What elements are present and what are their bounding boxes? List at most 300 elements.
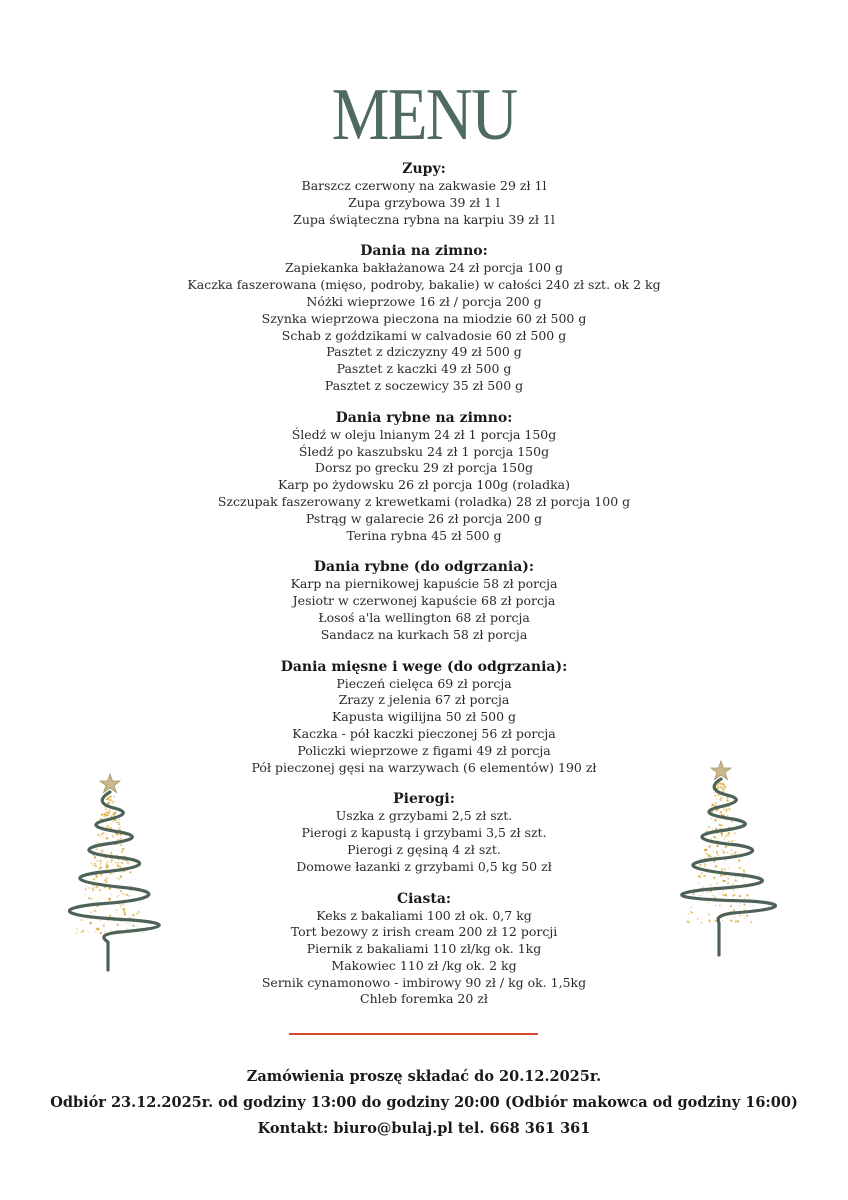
- sparkle-dot: [711, 804, 713, 806]
- sparkle-dot: [116, 909, 118, 911]
- sparkle-dot: [132, 914, 134, 916]
- sparkle-dot: [710, 884, 712, 886]
- sparkle-dot: [120, 907, 121, 908]
- menu-item: Zapiekanka bakłażanowa 24 zł porcja 100 g: [284, 260, 563, 276]
- sparkle-dot: [105, 866, 107, 868]
- sparkle-dot: [94, 863, 96, 865]
- sparkle-dot: [121, 850, 123, 852]
- sparkle-dot: [86, 919, 87, 920]
- section-title: Ciasta:: [396, 890, 452, 907]
- sparkle-dot: [701, 922, 703, 924]
- sparkle-dot: [734, 917, 735, 918]
- sparkle-dot: [746, 915, 748, 917]
- sparkle-dot: [711, 818, 712, 819]
- menu-item: Pasztet z kaczki 49 zł 500 g: [336, 361, 512, 377]
- sparkle-dot: [722, 849, 723, 850]
- star-icon: [100, 774, 120, 793]
- sparkle-dot: [728, 840, 730, 842]
- sparkle-dot: [106, 812, 108, 814]
- sparkle-dot: [112, 801, 115, 804]
- tree-spiral: [69, 792, 159, 970]
- sparkle-dot: [720, 824, 722, 826]
- sparkle-dot: [118, 823, 120, 825]
- sparkle-dot: [715, 865, 718, 868]
- sparkle-dot: [104, 813, 106, 815]
- sparkle-dot: [715, 802, 717, 804]
- sparkle-dot: [691, 912, 693, 914]
- sparkle-dot: [704, 863, 706, 865]
- sparkle-dot: [107, 814, 109, 816]
- sparkle-dot: [119, 866, 121, 868]
- pickup-info: Odbiór 23.12.2025r. od godziny 13:00 do godziny 20:00 (Odbiór makowca od godziny 16:00): [50, 1094, 798, 1111]
- sparkle-dot: [104, 816, 106, 818]
- sparkle-dot: [731, 849, 733, 851]
- sparkle-dot: [702, 886, 704, 888]
- menu-item: Śledź po kaszubsku 24 zł 1 porcja 150g: [298, 443, 550, 459]
- sparkle-dot: [113, 814, 115, 816]
- sparkle-dot: [708, 920, 711, 923]
- sparkle-dot: [719, 904, 721, 906]
- sparkle-dot: [81, 919, 83, 921]
- sparkle-dot: [100, 863, 102, 865]
- menu-item: Keks z bakaliami 100 zł ok. 0,7 kg: [316, 907, 532, 923]
- sparkle-dot: [739, 905, 741, 907]
- sparkle-dot: [111, 894, 112, 895]
- menu-item: Pierogi z gęsiną 4 zł szt.: [347, 841, 501, 857]
- sparkle-dot: [708, 902, 709, 903]
- sparkle-dot: [720, 811, 723, 814]
- sparkle-dot: [697, 918, 699, 920]
- section-title: Dania na zimno:: [360, 243, 488, 260]
- sparkle-dot: [94, 909, 97, 912]
- sparkle-dot: [692, 893, 694, 895]
- sparkle-dot: [723, 851, 726, 854]
- sparkle-dot: [705, 849, 707, 851]
- sparkle-dot: [706, 853, 708, 855]
- sparkle-dot: [120, 838, 122, 840]
- sparkle-dot: [710, 838, 712, 840]
- menu-item: Kapusta wigilijna 50 zł 500 g: [331, 709, 517, 725]
- sparkle-dot: [122, 908, 125, 911]
- sparkle-dot: [104, 908, 105, 909]
- sparkle-dot: [743, 869, 746, 872]
- sparkle-dot: [713, 895, 714, 896]
- sparkle-dot: [738, 867, 739, 868]
- sparkle-dot: [739, 895, 741, 897]
- sparkle-dot: [107, 877, 108, 878]
- sparkle-dot: [88, 897, 90, 899]
- sparkle-dot: [116, 821, 118, 823]
- sparkle-dot: [131, 890, 132, 891]
- sparkle-dot: [728, 867, 729, 868]
- sparkle-dot: [722, 814, 723, 815]
- sparkle-dot: [714, 819, 717, 822]
- sparkle-dot: [98, 868, 99, 869]
- sparkle-dot: [90, 911, 92, 913]
- sparkle-dot: [721, 783, 723, 785]
- sparkle-dot: [120, 844, 122, 846]
- sparkle-dot: [108, 809, 110, 811]
- menu-item: Szynka wieprzowa pieczona na miodzie 60 zł 500 g: [261, 310, 587, 326]
- sparkle-dot: [118, 828, 120, 830]
- divider: [289, 1033, 538, 1035]
- sparkle-dot: [120, 875, 123, 878]
- sparkle-dot: [92, 887, 94, 889]
- sparkle-dot: [745, 918, 746, 919]
- sparkle-dot: [113, 795, 115, 797]
- menu-section-cold-dishes: [120, 242, 728, 394]
- sparkle-dot: [106, 837, 109, 840]
- sparkle-dot: [738, 853, 739, 854]
- sparkle-dot: [727, 815, 728, 816]
- sparkle-dot: [97, 834, 99, 836]
- menu-item: Zupa grzybowa 39 zł 1 l: [348, 194, 500, 210]
- sparkle-dot: [722, 880, 724, 882]
- sparkle-dot: [730, 905, 732, 907]
- sparkle-dot: [132, 925, 134, 927]
- menu-item: Uszka z grzybami 2,5 zł szt.: [335, 808, 513, 824]
- sparkle-dot: [720, 799, 722, 801]
- sparkle-dot: [98, 928, 100, 930]
- menu-item: Pasztet z soczewicy 35 zł 500 g: [324, 377, 524, 393]
- sparkle-dot: [116, 924, 118, 926]
- sparkle-dot: [720, 875, 722, 877]
- sparkle-dot: [708, 826, 710, 828]
- sparkle-dot: [740, 868, 741, 869]
- sparkle-dot: [82, 930, 84, 932]
- menu-item: Karp na piernikowej kapuście 58 zł porcja: [290, 576, 558, 592]
- menu-item: Schab z goździkami w calvadosie 60 zł 500 g: [281, 327, 567, 343]
- sparkle-dot: [710, 854, 711, 855]
- section-title: Dania rybne na zimno:: [335, 409, 513, 426]
- sparkle-dot: [715, 905, 716, 906]
- order-deadline: Zamówienia proszę składać do 20.12.2025r.: [246, 1068, 602, 1085]
- sparkle-dot: [716, 852, 718, 854]
- sparkle-dot: [112, 821, 113, 822]
- sparkle-dot: [721, 833, 723, 835]
- sparkle-dot: [111, 834, 112, 835]
- sparkle-dot: [106, 862, 107, 863]
- sparkle-dot: [93, 878, 95, 880]
- sparkle-dot: [700, 864, 702, 866]
- sparkle-dot: [100, 897, 101, 898]
- menu-item: Jesiotr w czerwonej kapuście 68 zł porcja: [292, 593, 556, 609]
- menu-item: Piernik z bakaliami 110 zł/kg ok. 1kg: [306, 941, 542, 957]
- sparkle-dot: [111, 854, 112, 855]
- menu-section-cold-fish: [120, 409, 728, 545]
- sparkle-dot: [714, 794, 717, 797]
- sparkle-dot: [730, 919, 732, 921]
- section-title: Dania mięsne i wege (do odgrzania):: [280, 658, 568, 675]
- sparkle-dot: [89, 887, 91, 889]
- sparkle-dot: [726, 809, 728, 811]
- sparkle-dot: [120, 905, 121, 906]
- sparkle-dot: [708, 855, 711, 858]
- sparkle-dot: [117, 896, 118, 897]
- menu-section-meat-vege: [120, 658, 728, 777]
- menu-item: Domowe łazanki z grzybami 0,5 kg 50 zł: [296, 858, 552, 874]
- menu-item: Chleb foremka 20 zł: [360, 991, 488, 1007]
- sparkle-dot: [86, 887, 87, 888]
- sparkle-dot: [115, 862, 117, 864]
- sparkle-dot: [124, 912, 126, 914]
- sparkle-dot: [106, 863, 108, 865]
- sparkle-dot: [743, 904, 745, 906]
- sparkle-dot: [725, 835, 728, 838]
- sparkle-dot: [744, 917, 745, 918]
- sparkle-dot: [119, 829, 120, 830]
- sparkle-dot: [95, 876, 97, 878]
- sparkle-dot: [724, 868, 726, 870]
- sparkle-dot: [112, 864, 113, 865]
- sparkle-dot: [733, 890, 734, 891]
- sparkle-dot: [110, 852, 112, 854]
- section-title: Zupy:: [402, 161, 446, 177]
- contact-info: Kontakt: biuro@bulaj.pl tel. 668 361 361: [257, 1120, 591, 1137]
- menu-item: Karp po żydowsku 26 zł porcja 100g (roladka): [278, 477, 570, 493]
- sparkle-dot: [121, 862, 123, 864]
- sparkle-dot: [101, 833, 104, 836]
- sparkle-dot: [116, 877, 118, 879]
- sparkle-dot: [749, 898, 750, 899]
- menu-item: Sernik cynamonowo - imbirowy 90 zł / kg ok. 1,5kg: [261, 974, 587, 990]
- sparkle-dot: [716, 845, 718, 847]
- sparkle-dot: [107, 861, 109, 863]
- menu-item: Zrazy z jelenia 67 zł porcja: [338, 692, 510, 708]
- menu-item: Barszcz czerwony na zakwasie 29 zł 1l: [301, 178, 547, 193]
- sparkle-dot: [686, 921, 687, 922]
- sparkle-dot: [728, 808, 730, 810]
- sparkle-dot: [122, 837, 123, 838]
- sparkle-dot: [691, 907, 692, 908]
- sparkle-dot: [717, 833, 718, 834]
- sparkle-dot: [720, 828, 721, 829]
- sparkle-dot: [114, 811, 116, 813]
- sparkle-dot: [91, 863, 92, 864]
- sparkle-dot: [129, 871, 131, 873]
- sparkle-dot: [130, 886, 131, 887]
- sparkle-dot: [95, 865, 98, 868]
- footer: [0, 1064, 848, 1142]
- sparkle-dot: [688, 913, 690, 915]
- sparkle-dot: [95, 932, 96, 933]
- sparkle-dot: [725, 860, 727, 862]
- sparkle-dot: [715, 837, 717, 839]
- sparkle-dot: [112, 836, 114, 838]
- sparkle-dot: [104, 881, 105, 882]
- sparkle-dot: [713, 836, 715, 838]
- sparkle-dot: [136, 913, 138, 915]
- sparkle-dot: [92, 864, 94, 866]
- sparkle-dot: [114, 921, 115, 922]
- sparkle-dot: [101, 814, 103, 816]
- sparkle-dot: [744, 897, 745, 898]
- sparkle-dot: [713, 851, 714, 852]
- sparkle-dot: [719, 824, 721, 826]
- sparkle-dot: [106, 834, 108, 836]
- sparkle-dot: [716, 798, 717, 799]
- sparkle-dot: [96, 842, 97, 843]
- sparkle-dot: [739, 915, 741, 917]
- christmas-tree-icon: [40, 770, 180, 980]
- sparkle-dot: [737, 920, 740, 923]
- sparkle-dot: [117, 864, 119, 866]
- sparkle-dot: [714, 878, 715, 879]
- sparkle-dot: [118, 822, 119, 823]
- sparkle-dot: [721, 919, 723, 921]
- sparkle-dot: [701, 858, 702, 859]
- sparkle-dot: [108, 798, 109, 799]
- sparkle-dot: [109, 887, 112, 890]
- sparkle-dot: [731, 853, 733, 855]
- sparkle-dot: [725, 846, 727, 848]
- sparkle-dot: [96, 848, 98, 850]
- menu-item: Łosoś a'la wellington 68 zł porcja: [318, 609, 530, 625]
- sparkle-dot: [106, 881, 108, 883]
- sparkle-dot: [119, 827, 121, 829]
- menu-item: Pieczeń cielęca 69 zł porcja: [336, 675, 512, 691]
- sparkle-dot: [126, 928, 127, 929]
- sparkle-dot: [717, 785, 719, 787]
- sparkle-dot: [723, 863, 724, 864]
- sparkle-dot: [118, 862, 120, 864]
- sparkle-dot: [708, 915, 710, 917]
- sparkle-dot: [708, 913, 710, 915]
- page-title: MENU: [331, 74, 517, 156]
- sparkle-dot: [76, 928, 78, 930]
- menu-item: Śledź w oleju lnianym 24 zł 1 porcja 150g: [291, 426, 557, 442]
- sparkle-dot: [734, 832, 736, 834]
- sparkle-dot: [102, 837, 103, 838]
- sparkle-dot: [85, 888, 87, 890]
- menu-item: Kaczka - pół kaczki pieczonej 56 zł porcja: [292, 725, 556, 741]
- menu-section-pierogi: [120, 790, 728, 875]
- section-title: Pierogi:: [393, 791, 455, 808]
- menu-item: Makowiec 110 zł /kg ok. 2 kg: [331, 957, 517, 973]
- sparkle-dot: [721, 828, 722, 829]
- sparkle-dot: [102, 924, 104, 926]
- menu-item: Terina rybna 45 zł 500 g: [346, 527, 502, 543]
- sparkle-dot: [126, 923, 127, 924]
- sparkle-dot: [722, 891, 723, 892]
- sparkle-dot: [726, 808, 727, 809]
- menu-section-hot-fish: [120, 558, 728, 643]
- menu-item: Dorsz po grecku 29 zł porcja 150g: [314, 460, 534, 476]
- sparkle-dot: [118, 895, 119, 896]
- sparkle-dot: [730, 835, 731, 836]
- sparkle-dot: [727, 878, 729, 880]
- sparkle-dot: [750, 921, 752, 923]
- sparkle-dot: [129, 922, 130, 923]
- sparkle-dot: [737, 898, 738, 899]
- menu-item: Sandacz na kurkach 58 zł porcja: [320, 626, 528, 642]
- sparkle-dot: [727, 852, 728, 853]
- sparkle-dot: [100, 932, 102, 934]
- sparkle-dot: [722, 894, 725, 897]
- sparkle-dot: [124, 914, 126, 916]
- sparkle-dot: [112, 873, 113, 874]
- sparkle-dot: [708, 845, 711, 848]
- menu-item: Pół pieczonej gęsi na warzywach (6 elementów) 190 zł: [251, 759, 597, 775]
- sparkle-dot: [709, 919, 710, 920]
- sparkle-dot: [703, 853, 704, 854]
- sparkle-dot: [699, 895, 701, 897]
- menu-item: Zupa świąteczna rybna na karpiu 39 zł 1l: [293, 211, 555, 227]
- sparkle-dot: [97, 860, 99, 862]
- sparkle-dot: [142, 932, 143, 933]
- menu-item: Kaczka faszerowana (mięso, podroby, bakalie) w całości 240 zł szt. ok 2 kg: [187, 277, 661, 293]
- star-icon: [711, 761, 731, 780]
- sparkle-dot: [735, 851, 737, 853]
- menu-item: Szczupak faszerowany z krewetkami (roladka) 28 zł porcja 100 g: [217, 493, 631, 509]
- sparkle-dot: [120, 890, 123, 893]
- sparkle-dot: [99, 920, 100, 921]
- menu-item: Policzki wieprzowe z figami 49 zł porcja: [297, 742, 551, 758]
- sparkle-dot: [100, 836, 101, 837]
- sparkle-dot: [734, 894, 736, 896]
- sparkle-dot: [110, 930, 111, 931]
- sparkle-dot: [128, 895, 130, 897]
- sparkle-dot: [727, 834, 729, 836]
- sparkle-dot: [123, 893, 125, 895]
- sparkle-dot: [724, 838, 726, 840]
- menu-item: Pstrąg w galarecie 26 zł porcja 200 g: [305, 510, 543, 526]
- sparkle-dot: [717, 840, 718, 841]
- sparkle-dot: [721, 869, 723, 871]
- sparkle-dot: [80, 931, 82, 933]
- sparkle-dot: [105, 812, 107, 814]
- menu-item: Nóżki wieprzowe 16 zł / porcja 200 g: [306, 293, 542, 309]
- sparkle-dot: [109, 915, 111, 917]
- christmas-tree-icon: [655, 757, 795, 962]
- tree-spiral: [682, 779, 776, 955]
- sparkle-dot: [109, 799, 111, 801]
- sparkle-dot: [126, 893, 129, 896]
- sparkle-dot: [100, 860, 101, 861]
- sparkle-dot: [105, 808, 107, 810]
- sparkle-dot: [727, 882, 729, 884]
- menu-section-cakes: [120, 890, 728, 1009]
- sparkle-dot: [703, 875, 705, 877]
- sparkle-dot: [712, 829, 713, 830]
- sparkle-dot: [127, 862, 130, 865]
- menu-item: Pierogi z kapustą i grzybami 3,5 zł szt.: [301, 825, 547, 841]
- sparkle-dot: [84, 894, 85, 895]
- sparkle-dot: [110, 823, 112, 825]
- sparkle-dot: [95, 886, 98, 889]
- sparkle-dot: [106, 822, 107, 823]
- sparkle-dot: [122, 848, 124, 850]
- sparkle-dot: [721, 835, 723, 837]
- sparkle-dot: [737, 880, 738, 881]
- sparkle-dot: [89, 922, 92, 925]
- sparkle-dot: [108, 898, 111, 901]
- sparkle-dot: [95, 856, 96, 857]
- menu-item: Pasztet z dziczyzny 49 zł 500 g: [326, 344, 522, 360]
- sparkle-dot: [704, 865, 705, 866]
- sparkle-dot: [106, 827, 107, 828]
- sparkle-dot: [744, 873, 745, 874]
- sparkle-dot: [716, 883, 718, 885]
- menu-section-soups: [120, 160, 728, 228]
- sparkle-dot: [723, 790, 724, 791]
- sparkle-dot: [137, 911, 139, 913]
- sparkle-dot: [742, 877, 744, 879]
- sparkle-dot: [109, 796, 111, 798]
- sparkle-dot: [99, 866, 102, 869]
- sparkle-dot: [723, 808, 724, 809]
- sparkle-dot: [734, 879, 737, 882]
